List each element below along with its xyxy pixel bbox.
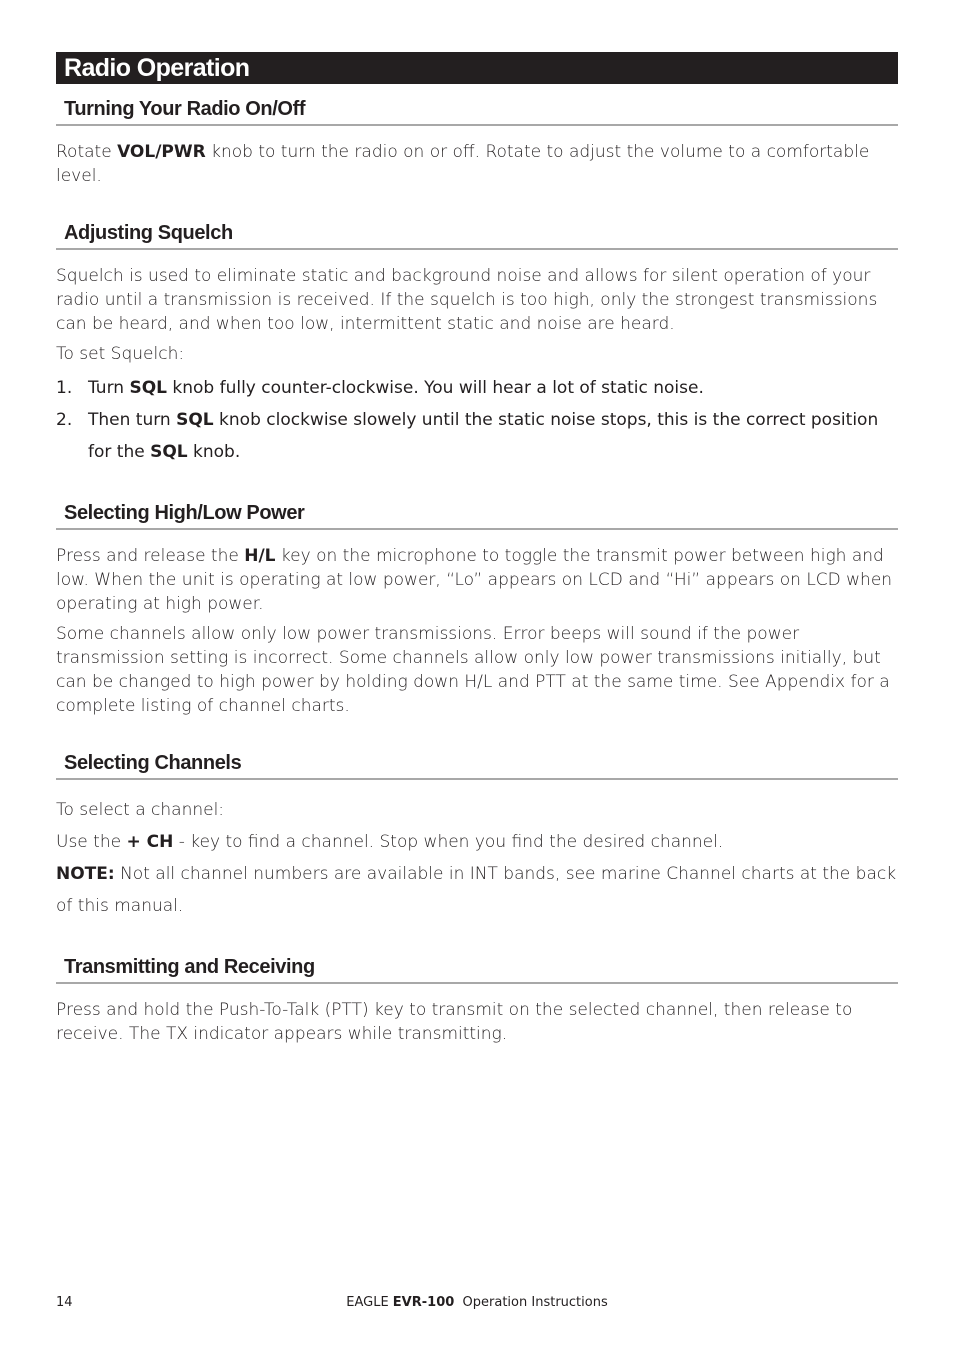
- note-label: NOTE:: [56, 864, 115, 884]
- section-transmit-receive: [56, 952, 898, 1046]
- section-heading: Transmitting and Receiving: [56, 952, 898, 984]
- section-heading: Adjusting Squelch: [56, 218, 898, 250]
- bold-term: H/L: [244, 546, 276, 566]
- page-title: Radio Operation: [56, 52, 898, 84]
- text: knob.: [187, 442, 241, 462]
- model-name: EVR-100: [392, 1295, 455, 1310]
- bold-term: SQL: [129, 378, 167, 398]
- list-item: [56, 372, 898, 404]
- section-heading: Selecting High/Low Power: [56, 498, 898, 530]
- bold-term: SQL: [150, 442, 188, 462]
- text: Not all channel numbers are available in INT bands, see marine Channel charts at the back of this manual.: [56, 864, 897, 916]
- text: knob fully counter-clockwise. You will hear a lot of static noise.: [166, 378, 704, 398]
- section-heading: Selecting Channels: [56, 748, 898, 780]
- section-channels: [56, 748, 898, 922]
- footer-title: [56, 1294, 898, 1312]
- text: knob to turn the radio on or off. Rotate to adjust the volume to a comfortable level.: [56, 142, 870, 186]
- text: Operation Instructions: [454, 1295, 608, 1310]
- bold-term: VOL/PWR: [117, 142, 206, 162]
- list-number: 1.: [56, 378, 73, 398]
- paragraph: To select a channel:: [56, 800, 225, 820]
- page-content: [56, 52, 898, 1052]
- note-paragraph: [56, 858, 898, 922]
- paragraph: Some channels allow only low power transmissions. Error beeps will sound if the power transmission setting is incorrect. Some channels allow only low power transmissions initially, but can be changed to high power by holding down H/L and PTT at the same time. See Appendix for a complete listing of channel charts.: [56, 624, 890, 716]
- paragraph: [56, 826, 898, 858]
- text: Use the: [56, 832, 127, 852]
- page-number: 14: [56, 1295, 73, 1310]
- section-power-on-off: [56, 94, 898, 188]
- text: Then turn: [88, 410, 177, 430]
- brand: EAGLE: [346, 1295, 393, 1310]
- page-footer: [56, 1294, 898, 1312]
- text: Rotate: [56, 142, 118, 162]
- paragraph: [56, 140, 898, 188]
- text: Press and release the: [56, 546, 245, 566]
- paragraph: To set Squelch:: [56, 344, 185, 364]
- paragraph: Squelch is used to eliminate static and background noise and allows for silent operation of your radio until a transmission is received. If the squelch is too high, only the strongest transmissions can be heard, and when too low, intermittent static and noise are heard.: [56, 266, 878, 334]
- section-squelch: [56, 218, 898, 468]
- paragraph: [56, 544, 898, 616]
- text: knob clockwise slowely until the static noise stops, this is the correct position for the: [88, 410, 879, 462]
- section-heading: Turning Your Radio On/Off: [56, 94, 898, 126]
- section-high-low-power: [56, 498, 898, 718]
- text: Turn: [88, 378, 130, 398]
- list-item: [56, 404, 898, 468]
- paragraph: Press and hold the Push-To-Talk (PTT) key to transmit on the selected channel, then release to receive. The TX indicator appears while transmitting.: [56, 1000, 853, 1044]
- bold-term: + CH: [126, 832, 174, 852]
- text: - key to find a channel. Stop when you find the desired channel.: [173, 832, 724, 852]
- text: key on the microphone to toggle the transmit power between high and low. When the unit is operating at low power, “Lo” appears on LCD and “Hi” appears on LCD when operating at high power.: [56, 546, 893, 614]
- bold-term: SQL: [176, 410, 214, 430]
- list-number: 2.: [56, 410, 73, 430]
